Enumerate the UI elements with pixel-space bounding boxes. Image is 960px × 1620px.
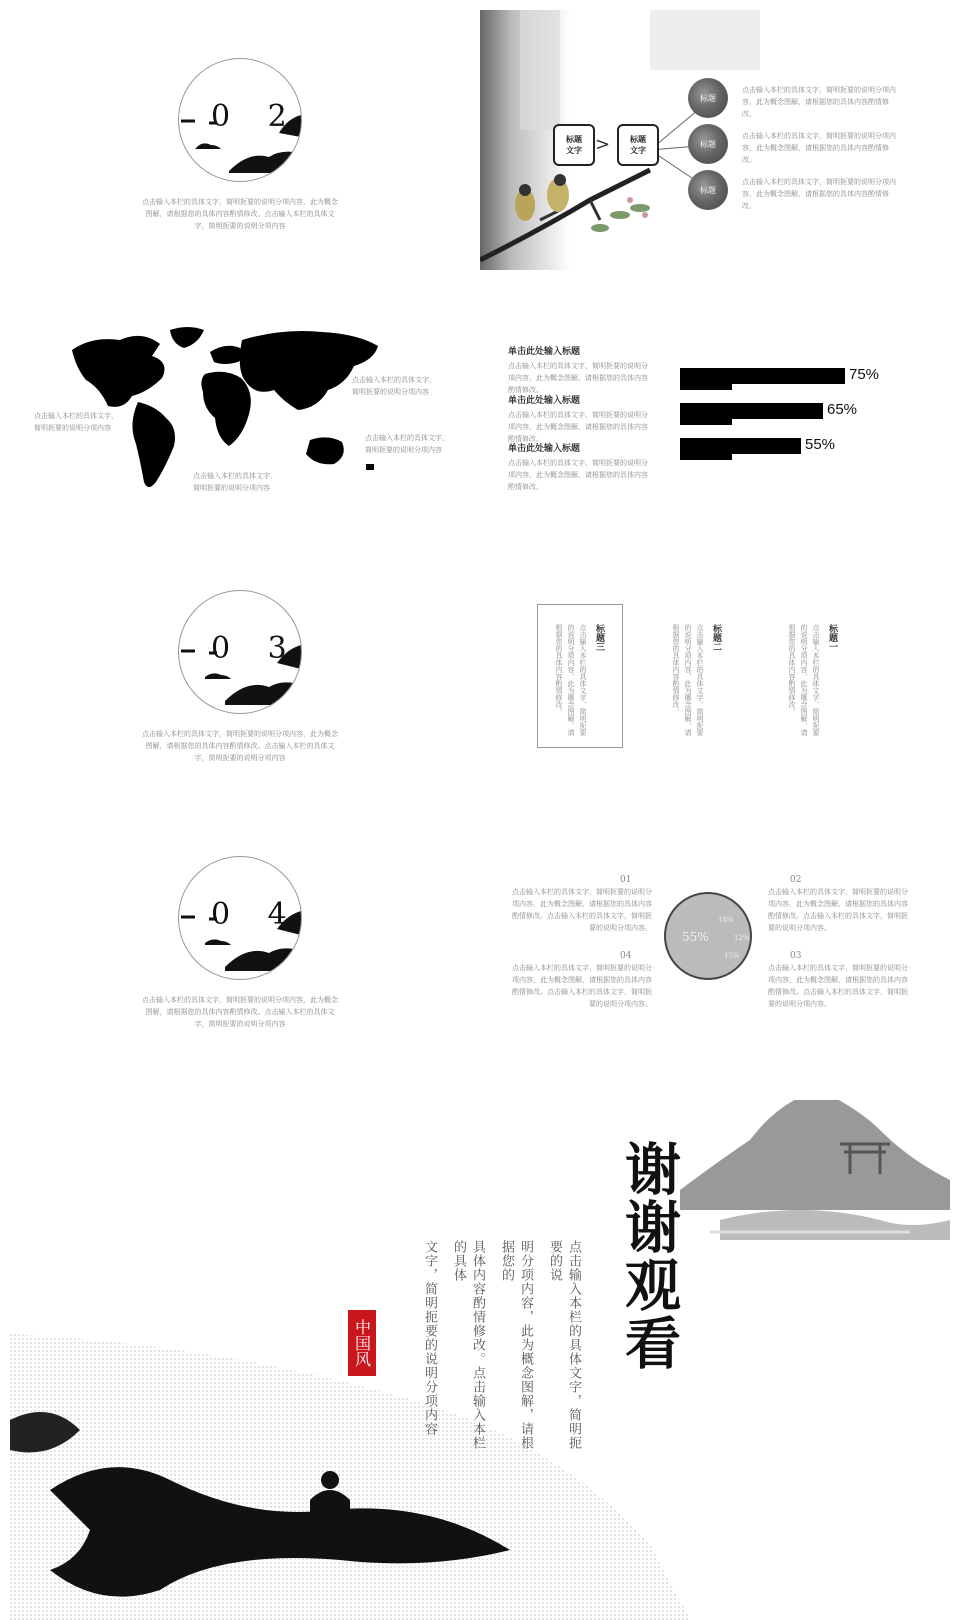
section-number: 0 4 — [211, 897, 301, 932]
map-label-2: 点击输入本栏的具体文字，简明扼要的说明分项内容 — [352, 376, 436, 396]
bar-value-label: 55% — [805, 436, 836, 453]
thank-you-title: 谢谢观看 — [616, 1140, 681, 1372]
pie-item-num-4: 04 — [620, 951, 632, 961]
col-text: 点击输入本栏的具体文字，简明扼要的说明分项内容，此为概念图解，请根据您的具体内容酌情修改。 — [672, 624, 704, 736]
map-label-1: 点击输入本栏的具体文字，简明扼要的说明分项内容 — [34, 412, 118, 432]
pie-circle — [664, 892, 752, 980]
pie-slice-label: 55% — [682, 930, 709, 944]
section-02-desc: 点击输入本栏的具体文字，简明扼要的说明分项内容，此为概念图解，请根据您的具体内容酌情修改。点击输入本栏的具体文字，简明扼要的说明分项内容 — [142, 198, 338, 230]
ending-line-3: 具体内容酌情修改。点击输入本栏的具体 — [451, 1240, 485, 1450]
bar-value-label: 75% — [849, 366, 880, 383]
seal-text: 中国风 — [352, 1319, 372, 1367]
bar-tab-1 — [680, 380, 732, 390]
pie-item-text-1: 点击输入本栏的具体文字，简明扼要的说明分项内容，此为概念图解，请根据您的具体内容酌情修改。点击输入本栏的具体文字，简明扼要的说明分项内容。 — [512, 888, 652, 932]
pie-item-text-3: 点击输入本栏的具体文字，简明扼要的说明分项内容，此为概念图解，请根据您的具体内容酌情修改。点击输入本栏的具体文字，简明扼要的说明分项内容。 — [768, 964, 908, 1008]
arrow-icon: > — [595, 134, 611, 155]
col-text: 点击输入本栏的具体文字，简明扼要的说明分项内容，此为概念图解，请根据您的具体内容酌情修改。 — [788, 624, 820, 736]
bird-item-text-1: 点击输入本栏的具体文字，简明扼要的说明分项内容，此为概念图解，请根据您的具体内容酌情修改。 — [742, 86, 896, 118]
title-box-2: 标题 文字 — [617, 124, 659, 166]
seal-stamp — [348, 1310, 376, 1376]
bar-item-text-3: 点击输入本栏的具体文字，简明扼要的说明分项内容，此为概念图解，请根据您的具体内容酌情修改。 — [508, 459, 648, 491]
pie-item-num-2: 02 — [790, 875, 802, 885]
bar-item-title-1: 单击此处输入标题 — [508, 347, 581, 357]
title-box-1: 标题 文字 — [553, 124, 595, 166]
pie-slice-label: 12% — [734, 934, 750, 942]
pie-item-num-1: 01 — [620, 875, 632, 885]
pie-slice-label: 15% — [724, 952, 740, 960]
ending-vertical-text — [420, 1240, 583, 1460]
col-title: 标题三 — [594, 624, 604, 651]
section-03-desc: 点击输入本栏的具体文字，简明扼要的说明分项内容，此为概念图解，请根据您的具体内容酌情修改。点击输入本栏的具体文字，简明扼要的说明分项内容 — [142, 730, 338, 762]
col-title: 标题一 — [827, 624, 837, 651]
section-04-circle — [178, 856, 302, 980]
vertical-col-1 — [786, 624, 839, 744]
vertical-col-2 — [670, 624, 723, 744]
bar-tab-3 — [680, 450, 732, 460]
ending-line-1: 点击输入本栏的具体文字，简明扼要的说 — [547, 1240, 581, 1450]
pie-slice-label: 18% — [718, 916, 734, 924]
col-title: 标题二 — [711, 624, 721, 651]
section-number: 0 3 — [211, 631, 301, 666]
map-label-4: 点击输入本栏的具体文字，简明扼要的说明分项内容 — [193, 472, 277, 492]
bar-value-label: 65% — [827, 401, 858, 418]
pie-item-text-2: 点击输入本栏的具体文字，简明扼要的说明分项内容，此为概念图解，请根据您的具体内容酌情修改。点击输入本栏的具体文字，简明扼要的说明分项内容。 — [768, 888, 908, 932]
vertical-col-3 — [553, 624, 606, 744]
bar-item-text-2: 点击输入本栏的具体文字，简明扼要的说明分项内容，此为概念图解，请根据您的具体内容酌情修改。 — [508, 411, 648, 443]
section-04-desc: 点击输入本栏的具体文字，简明扼要的说明分项内容，此为概念图解，请根据您的具体内容酌情修改。点击输入本栏的具体文字，简明扼要的说明分项内容 — [142, 996, 338, 1028]
ink-dot-1: 标题 — [688, 78, 728, 118]
bar-tab-2 — [680, 415, 732, 425]
section-number: 0 2 — [211, 99, 301, 134]
bird-item-text-2: 点击输入本栏的具体文字，简明扼要的说明分项内容，此为概念图解，请根据您的具体内容酌情修改。 — [742, 132, 896, 164]
bird-item-text-3: 点击输入本栏的具体文字，简明扼要的说明分项内容，此为概念图解，请根据您的具体内容酌情修改。 — [742, 178, 896, 210]
map-label-3: 点击输入本栏的具体文字，简明扼要的说明分项内容 — [365, 434, 449, 454]
section-02-circle — [178, 58, 302, 182]
ending-line-2: 明分项内容，此为概念图解，请根据您的 — [499, 1240, 533, 1450]
bar-item-text-1: 点击输入本栏的具体文字，简明扼要的说明分项内容，此为概念图解，请根据您的具体内容酌情修改。 — [508, 362, 648, 394]
pie-item-num-3: 03 — [790, 951, 802, 961]
bar-chart — [680, 368, 910, 468]
section-03-circle — [178, 590, 302, 714]
bar-item-title-2: 单击此处输入标题 — [508, 396, 581, 406]
ending-line-4: 文字，简明扼要的说明分项内容 — [422, 1240, 437, 1436]
bar-item-title-3: 单击此处输入标题 — [508, 444, 581, 454]
col-text: 点击输入本栏的具体文字，简明扼要的说明分项内容，此为概念图解，请根据您的具体内容酌情修改。 — [555, 624, 587, 736]
ink-dot-2: 标题 — [688, 124, 728, 164]
ink-dot-3: 标题 — [688, 170, 728, 210]
pie-item-text-4: 点击输入本栏的具体文字，简明扼要的说明分项内容，此为概念图解，请根据您的具体内容酌情修改。点击输入本栏的具体文字，简明扼要的说明分项内容。 — [512, 964, 652, 1008]
ink-mountain-torii — [680, 1100, 950, 1260]
